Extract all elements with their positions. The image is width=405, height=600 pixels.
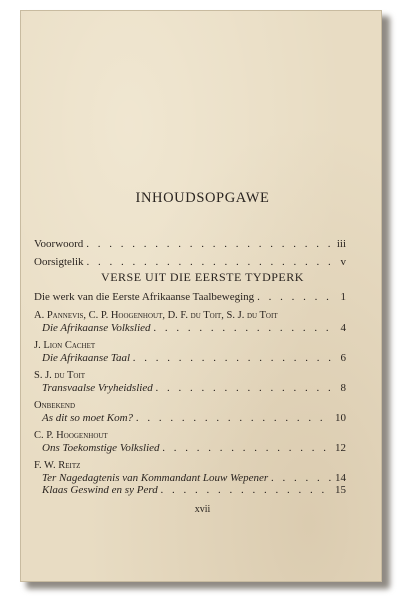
toc-page-number: 12 — [335, 442, 346, 454]
toc-page-number: 10 — [335, 412, 346, 424]
toc-label: Die werk van die Eerste Afrikaanse Taalbeweging — [34, 291, 255, 303]
section-heading: VERSE UIT DIE EERSTE TYDPERK — [101, 270, 304, 284]
toc-entry-poem — [42, 484, 346, 497]
toc-label: Transvaalse Vryheidslied — [42, 382, 153, 394]
toc-page-number: 15 — [335, 484, 346, 496]
dot-leader — [156, 382, 331, 395]
toc-label: As dit so moet Kom? — [42, 412, 134, 424]
dot-leader — [87, 256, 332, 269]
author-name: J. Lion Cachet — [34, 340, 96, 351]
toc-page-number: 1 — [340, 291, 346, 303]
toc-entry-oorsigtelik — [34, 256, 346, 269]
toc-label: Klaas Geswind en sy Perd — [42, 484, 158, 496]
toc-page-number: iii — [336, 238, 346, 250]
dot-leader — [133, 352, 331, 365]
author-name: Onbekend — [34, 400, 76, 411]
toc-entry-poem — [42, 352, 346, 365]
author-name: C. P. Hoogenhout — [34, 430, 108, 441]
toc-label: Ons Toekomstige Volkslied — [42, 442, 160, 454]
folio-page-number: xvii — [194, 504, 211, 515]
toc-entry-poem — [42, 442, 346, 455]
toc-entry-poem — [42, 382, 346, 395]
toc-page-number: v — [340, 256, 346, 268]
author-name: A. Pannevis, C. P. Hoogenhout, D. F. du Toit, S. J. du Toit — [34, 310, 278, 321]
page-title: INHOUDSOPGAWE — [135, 190, 270, 206]
toc-page-number: 4 — [340, 322, 346, 334]
dot-leader — [136, 412, 331, 425]
toc-label: Ter Nagedagtenis van Kommandant Louw Wepener — [42, 472, 269, 484]
author-name: F. W. Reitz — [34, 460, 81, 471]
toc-entry-poem — [42, 322, 346, 335]
author-name: S. J. du Toit — [34, 370, 86, 381]
dot-leader — [86, 238, 331, 251]
toc-entry-intro — [34, 291, 346, 304]
toc-label: Oorsigtelik — [34, 256, 84, 268]
toc-entry-voorwoord — [34, 238, 346, 251]
dot-leader — [161, 484, 331, 497]
toc-page-number: 14 — [335, 472, 346, 484]
dot-leader — [257, 291, 331, 304]
toc-page-number: 6 — [340, 352, 346, 364]
dot-leader — [154, 322, 331, 335]
toc-label: Voorwoord — [34, 238, 84, 250]
toc-label: Die Afrikaanse Taal — [42, 352, 131, 364]
dot-leader — [163, 442, 331, 455]
toc-page-number: 8 — [340, 382, 346, 394]
toc-label: Die Afrikaanse Volkslied — [42, 322, 151, 334]
toc-entry-poem — [42, 412, 346, 425]
